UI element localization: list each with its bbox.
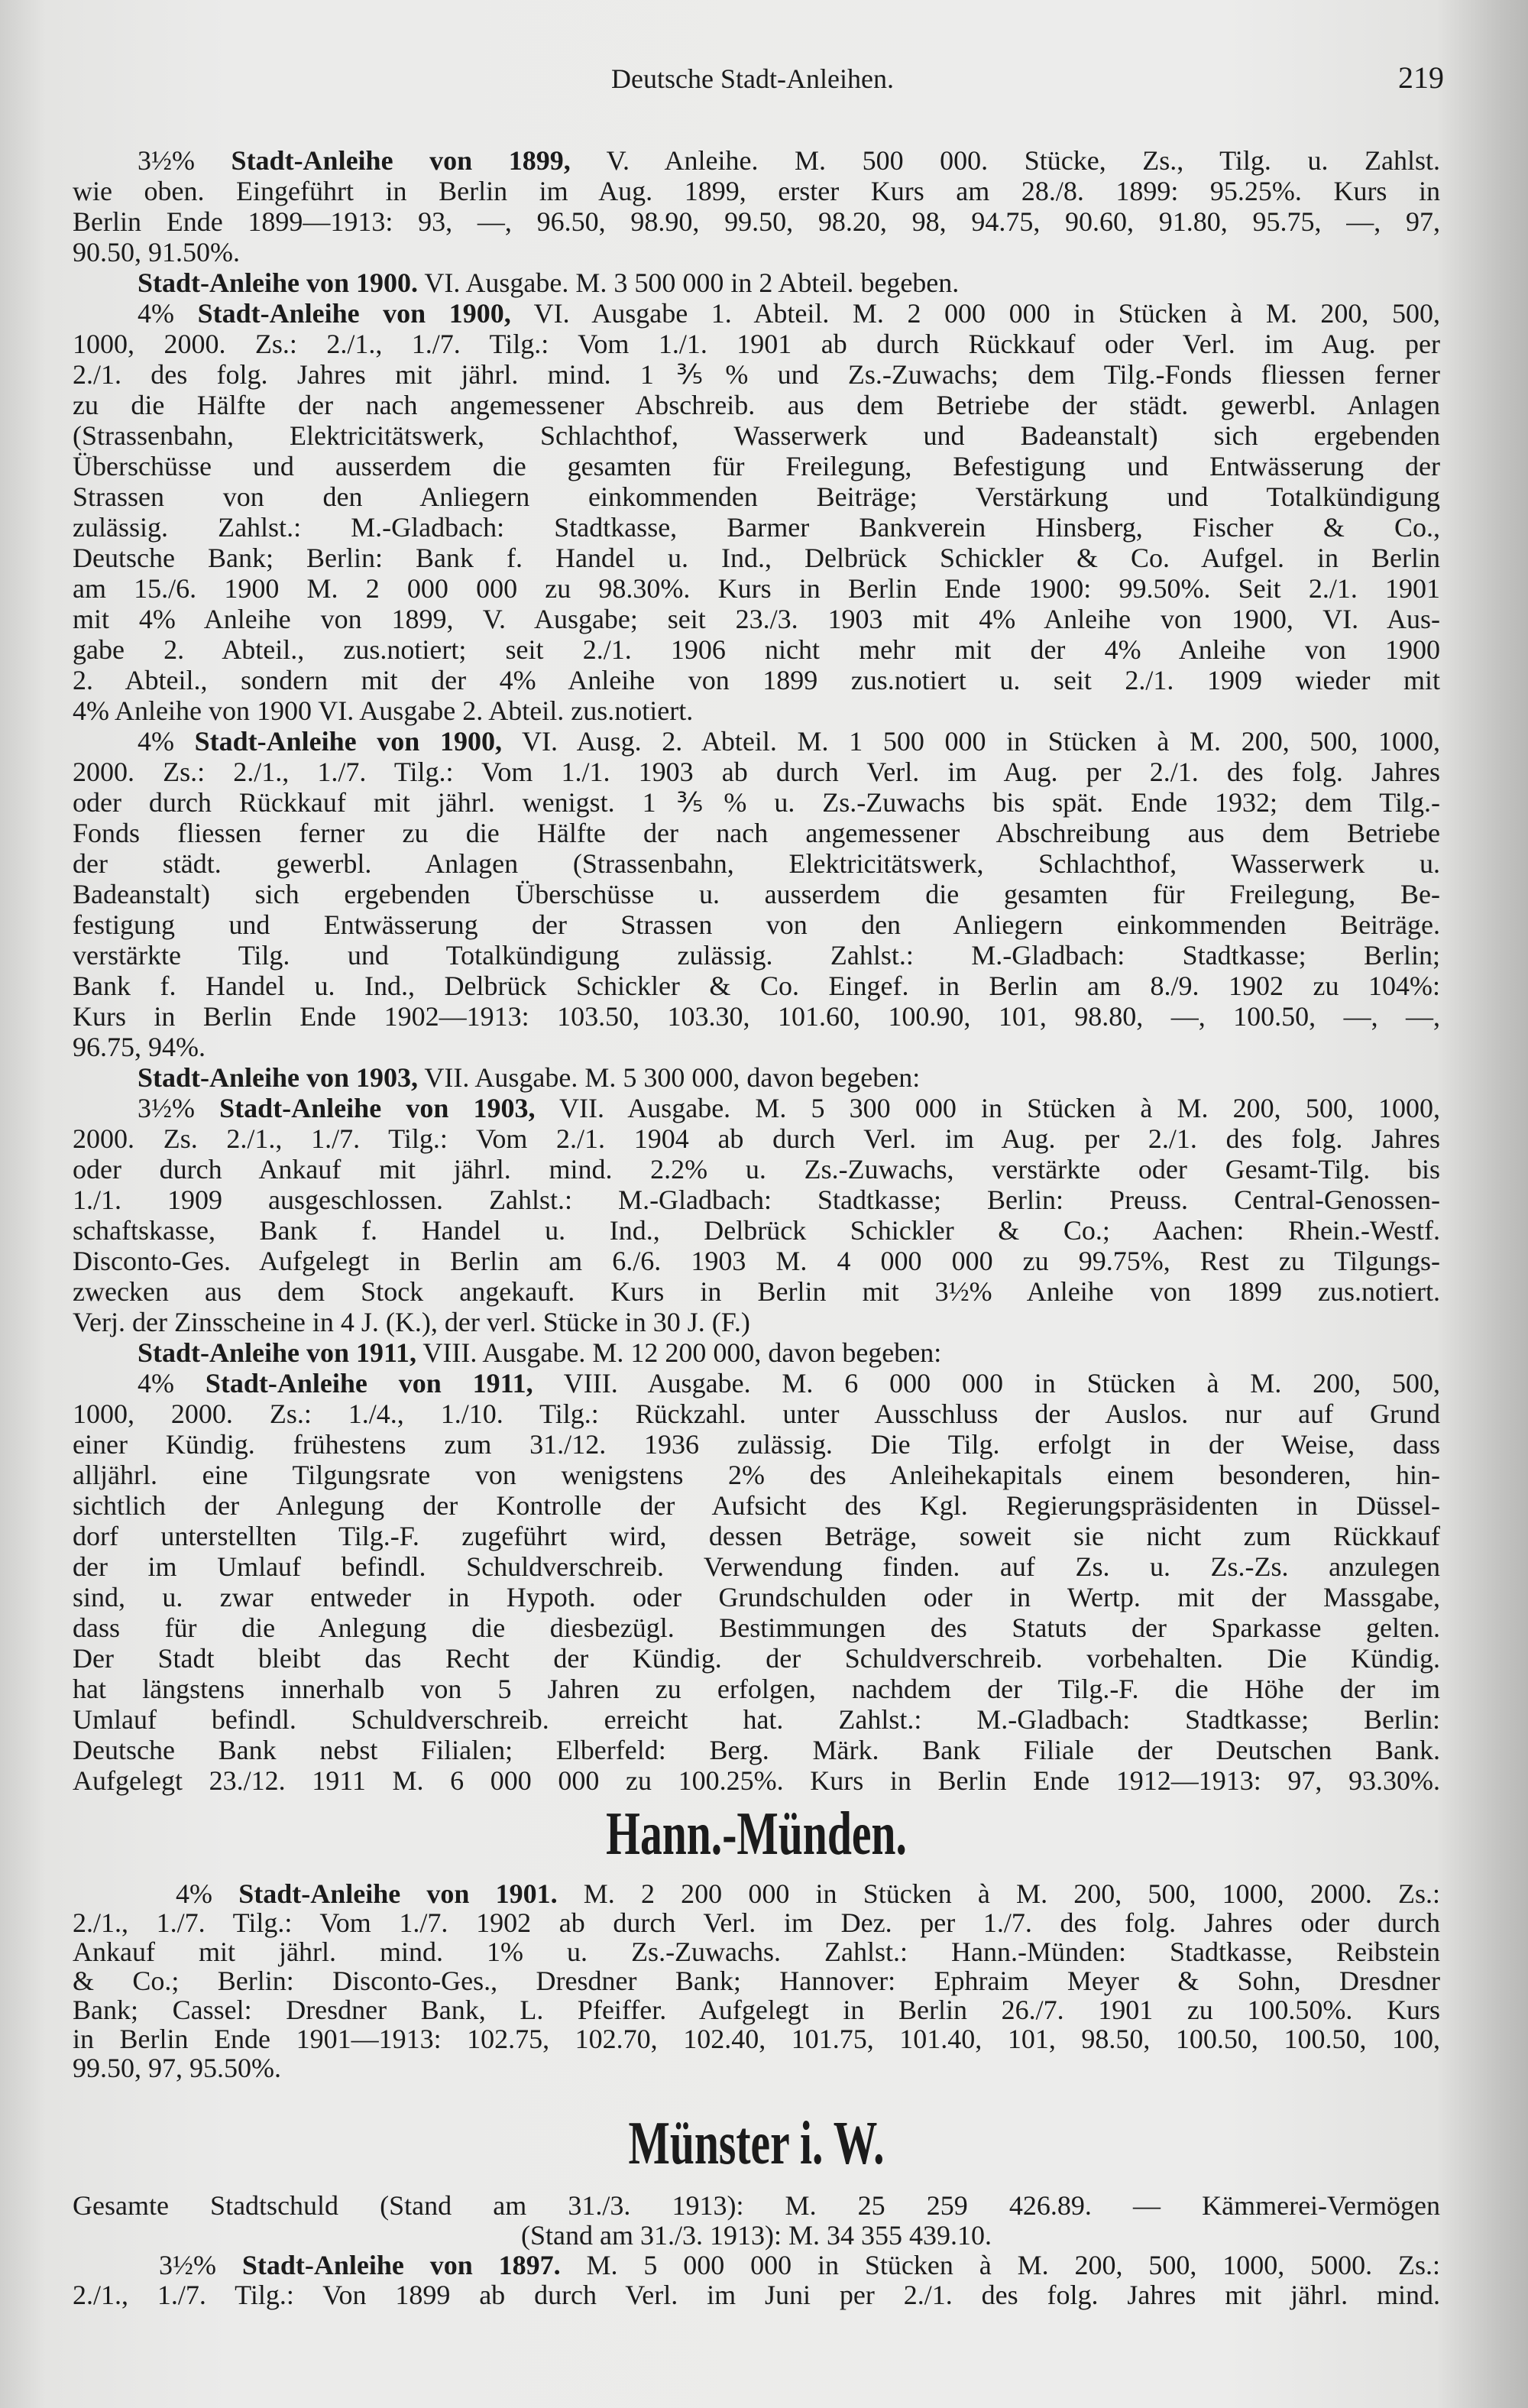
loan-entry-line: wie oben. Eingeführt in Berlin im Aug. 1899, erster Kurs am 28./8. 1899: 95.25%. Kurs in (73, 176, 1440, 206)
loan-title: Stadt-Anleihe von 1901. (238, 1878, 558, 1909)
loan-entry-first-line (73, 1368, 1440, 1398)
loan-entry-first-line (73, 267, 1440, 298)
loan-rate: 4% (138, 298, 198, 329)
loan-details: VI. Ausgabe 1. Abteil. M. 2 000 000 in Stücken à M. 200, 500, (510, 298, 1440, 329)
page-number: 219 (1398, 60, 1444, 95)
loan-entry-line: Kurs in Berlin Ende 1902—1913: 103.50, 103.30, 101.60, 100.90, 101, 98.80, —, 100.50, —, —, (73, 1001, 1440, 1032)
section-heading-muenster: Münster i. W. (628, 2110, 885, 2177)
loan-title: Stadt-Anleihe von 1899, (231, 145, 571, 176)
loan-entry-line: 1./1. 1909 ausgeschlossen. Zahlst.: M.-Gladbach: Stadtkasse; Berlin: Preuss. Central-Genossen- (73, 1185, 1440, 1215)
loan-entry-line: & Co.; Berlin: Disconto-Ges., Dresdner Bank; Hannover: Ephraim Meyer & Sohn, Dresdner (73, 1966, 1440, 1996)
loan-entry-line: einer Kündig. frühestens zum 31./12. 1936 zulässig. Die Tilg. erfolgt in der Weise, dass (73, 1429, 1440, 1460)
loan-entry-first-line (73, 1062, 1440, 1093)
running-header (0, 60, 1528, 98)
loan-entry-line: Umlauf befindl. Schuldverschreib. erreicht hat. Zahlst.: M.-Gladbach: Stadtkasse; Berlin: (73, 1704, 1440, 1735)
loan-entry-line: in Berlin Ende 1901—1913: 102.75, 102.70, 102.40, 101.75, 101.40, 101, 98.50, 100.50, 100.50, 100, (73, 2024, 1440, 2054)
loan-title: Stadt-Anleihe von 1900. (138, 267, 419, 298)
loan-entry-line: 96.75, 94%. (73, 1032, 206, 1062)
loan-entry-line: zu die Hälfte der nach angemessener Abschreib. aus dem Betriebe der städt. gewerbl. Anlagen (73, 390, 1440, 420)
loan-entry-line: oder durch Rückkauf mit jährl. wenigst. 1⅗% u. Zs.-Zuwachs bis spät. Ende 1932; dem Tilg.- (73, 787, 1440, 818)
loan-entry-line: Strassen von den Anliegern einkommenden Beiträge; Verstärkung und Totalkündigung (73, 481, 1440, 512)
loan-entry-line: Aufgelegt 23./12. 1911 M. 6 000 000 zu 100.25%. Kurs in Berlin Ende 1912—1913: 97, 93.30%. (73, 1765, 1440, 1796)
loan-entry-line: 1000, 2000. Zs.: 1./4., 1./10. Tilg.: Rückzahl. unter Ausschluss der Auslos. nur auf Grund (73, 1398, 1440, 1429)
loan-entry-line: Bank; Cassel: Dresdner Bank, L. Pfeiffer. Aufgelegt in Berlin 26./7. 1901 zu 100.50%. Kurs (73, 1995, 1440, 2025)
loan-entry-first-line (73, 726, 1440, 757)
loan-entry-first-line (73, 2251, 1440, 2280)
loan-entry-line: 2./1. des folg. Jahres mit jährl. mind. 1⅗% und Zs.-Zuwachs; dem Tilg.-Fonds fliessen ferner (73, 359, 1440, 390)
loan-entry-line: dorf unterstellten Tilg.-F. zugeführt wird, dessen Beträge, soweit sie nicht zum Rückkauf (73, 1521, 1440, 1551)
loan-entry-line: Bank f. Handel u. Ind., Delbrück Schickler & Co. Eingef. in Berlin am 8./9. 1902 zu 104%: (73, 971, 1440, 1001)
loan-entry-line: 2./1., 1./7. Tilg.: Von 1899 ab durch Verl. im Juni per 2./1. des folg. Jahres mit jährl. mind. (73, 2280, 1440, 2310)
loan-entry-line: Verj. der Zinsscheine in 4 J. (K.), der verl. Stücke in 30 J. (F.) (73, 1307, 750, 1337)
loan-details: M. 2 200 000 in Stücken à M. 200, 500, 1000, 2000. Zs.: (557, 1878, 1441, 1909)
loan-entry-line: Der Stadt bleibt das Recht der Kündig. der Schuldverschreib. vorbehalten. Die Kündig. (73, 1643, 1440, 1674)
loan-entry-line: 2./1., 1./7. Tilg.: Vom 1./7. 1902 ab durch Verl. im Dez. per 1./7. des folg. Jahres oder durch (73, 1907, 1440, 1938)
loan-entry-line: zulässig. Zahlst.: M.-Gladbach: Stadtkasse, Barmer Bankverein Hinsberg, Fischer & Co., (73, 512, 1440, 543)
loan-rate: 4% (138, 1368, 206, 1398)
loan-title: Stadt-Anleihe von 1897. (241, 2250, 561, 2280)
loan-entry-first-line (73, 1879, 1440, 1908)
loan-entry-line: Deutsche Bank nebst Filialen; Elberfeld: Berg. Märk. Bank Filiale der Deutschen Bank. (73, 1735, 1440, 1765)
loan-title: Stadt-Anleihe von 1911, (138, 1337, 417, 1368)
loan-entry-line: 90.50, 91.50%. (73, 237, 240, 267)
loan-entry-line: festigung und Entwässerung der Strassen von den Anliegern einkommenden Beiträge. (73, 909, 1440, 940)
loan-entry-line: gabe 2. Abteil., zus.notiert; seit 2./1. 1906 nicht mehr mit der 4% Anleihe von 1900 (73, 634, 1440, 665)
loan-rate: 3½% (138, 145, 231, 176)
loan-entry-line: 4% Anleihe von 1900 VI. Ausgabe 2. Abteil. zus.notiert. (73, 695, 694, 726)
loan-details: VIII. Ausgabe. M. 6 000 000 in Stücken à M. 200, 500, (533, 1368, 1441, 1398)
loan-entry-line: der städt. gewerbl. Anlagen (Strassenbahn, Elektricitätswerk, Schlachthof, Wasserwerk u. (73, 848, 1440, 879)
loan-entry-line: der im Umlauf befindl. Schuldverschreib. Verwendung finden. auf Zs. u. Zs.-Zs. anzulegen (73, 1551, 1440, 1582)
loan-title: Stadt-Anleihe von 1900, (197, 298, 511, 329)
loan-entry-first-line (73, 145, 1440, 176)
loan-entry-line: verstärkte Tilg. und Totalkündigung zulässig. Zahlst.: M.-Gladbach: Stadtkasse; Berlin; (73, 940, 1440, 971)
loan-entry-first-line (73, 298, 1440, 329)
section-heading-hann-muenden: Hann.-Münden. (606, 1800, 907, 1868)
loan-entry-line: alljährl. eine Tilgungsrate von wenigstens 2% des Anleihekapitals einem besonderen, hin- (73, 1460, 1440, 1490)
loan-entry-line: am 15./6. 1900 M. 2 000 000 zu 98.30%. Kurs in Berlin Ende 1900: 99.50%. Seit 2./1. 1901 (73, 573, 1440, 604)
loan-details: VII. Ausgabe. M. 5 300 000, davon begeben: (418, 1062, 921, 1093)
loan-rate: 4% (138, 726, 195, 757)
loan-title: Stadt-Anleihe von 1900, (194, 726, 502, 757)
moenchengladbach-loans-section (73, 145, 1440, 1796)
loan-details: VI. Ausg. 2. Abteil. M. 1 500 000 in Stücken à M. 200, 500, 1000, (501, 726, 1440, 757)
loan-entry-line: Disconto-Ges. Aufgelegt in Berlin am 6./6. 1903 M. 4 000 000 zu 99.75%, Rest zu Tilgungs- (73, 1246, 1440, 1276)
loan-entry-line: sind, u. zwar entweder in Hypoth. oder Grundschulden oder in Wertp. mit der Massgabe, (73, 1582, 1440, 1612)
loan-entry-line: hat längstens innerhalb von 5 Jahren zu erfolgen, nachdem der Tilg.-F. die Höhe der im (73, 1674, 1440, 1704)
loan-entry-line: Überschüsse und ausserdem die gesamten für Freilegung, Befestigung und Entwässerung der (73, 451, 1440, 481)
loan-entry-line: Fonds fliessen ferner zu die Hälfte der nach angemessener Abschreibung aus dem Betriebe (73, 818, 1440, 848)
hann-muenden-loans-section (73, 1879, 1440, 2082)
loan-details: V. Anleihe. M. 500 000. Stücke, Zs., Tilg. u. Zahlst. (570, 145, 1440, 176)
loan-entry-line: schaftskasse, Bank f. Handel u. Ind., Delbrück Schickler & Co.; Aachen: Rhein.-Westf. (73, 1215, 1440, 1246)
loan-entry-line: oder durch Ankauf mit jährl. mind. 2.2% u. Zs.-Zuwachs, verstärkte oder Gesamt-Tilg. bis (73, 1154, 1440, 1185)
loan-entry-first-line (73, 1337, 1440, 1368)
loan-entry-line: 1000, 2000. Zs.: 2./1., 1./7. Tilg.: Vom 1./1. 1901 ab durch Rückkauf oder Verl. im Aug. per (73, 329, 1440, 359)
loan-entry-line: mit 4% Anleihe von 1899, V. Ausgabe; seit 23./3. 1903 mit 4% Anleihe von 1900, VI. Aus- (73, 604, 1440, 634)
loan-entry-first-line (73, 1093, 1440, 1123)
loan-entry-line: Berlin Ende 1899—1913: 93, —, 96.50, 98.90, 99.50, 98.20, 98, 94.75, 90.60, 91.80, 95.75, —, 97, (73, 206, 1440, 237)
loan-title: Stadt-Anleihe von 1903, (219, 1093, 536, 1123)
loan-rate: 4% (176, 1878, 239, 1909)
loan-entry-line: 2000. Zs. 2./1., 1./7. Tilg.: Vom 2./1. 1904 ab durch Verl. im Aug. per 2./1. des folg. Jahres (73, 1123, 1440, 1154)
loan-entry-line: Ankauf mit jährl. mind. 1% u. Zs.-Zuwachs. Zahlst.: Hann.-Münden: Stadtkasse, Reibstein (73, 1936, 1440, 1967)
assets-line: (Stand am 31./3. 1913): M. 34 355 439.10. (521, 2220, 992, 2251)
loan-entry-line: dass für die Anlegung die diesbezügl. Bestimmungen des Statuts der Sparkasse gelten. (73, 1612, 1440, 1643)
muenster-section (73, 2191, 1440, 2310)
loan-entry-line: 99.50, 97, 95.50%. (73, 2053, 281, 2083)
loan-entry-line: 2000. Zs.: 2./1., 1./7. Tilg.: Vom 1./1. 1903 ab durch Verl. im Aug. per 2./1. des folg. Jahres (73, 757, 1440, 787)
loan-entry-line: Badeanstalt) sich ergebenden Überschüsse u. ausserdem die gesamten für Freilegung, Be- (73, 879, 1440, 909)
loan-entry-line: (Strassenbahn, Elektricitätswerk, Schlachthof, Wasserwerk und Badeanstalt) sich ergebenden (73, 420, 1440, 451)
loan-details: VI. Ausgabe. M. 3 500 000 in 2 Abteil. begeben. (418, 267, 960, 298)
loan-rate: 3½% (138, 1093, 220, 1123)
loan-details: VIII. Ausgabe. M. 12 200 000, davon begeben: (416, 1337, 942, 1368)
loan-entry-line: sichtlich der Anlegung der Kontrolle der Aufsicht des Kgl. Regierungspräsidenten in Düssel- (73, 1490, 1440, 1521)
loan-details: VII. Ausgabe. M. 5 300 000 in Stücken à M. 200, 500, 1000, (535, 1093, 1440, 1123)
loan-title: Stadt-Anleihe von 1903, (138, 1062, 419, 1093)
loan-entry-line: Deutsche Bank; Berlin: Bank f. Handel u. Ind., Delbrück Schickler & Co. Aufgel. in Berlin (73, 543, 1440, 573)
loan-details: M. 5 000 000 in Stücken à M. 200, 500, 1000, 5000. Zs.: (560, 2250, 1441, 2280)
total-debt-line: Gesamte Stadtschuld (Stand am 31./3. 1913): M. 25 259 426.89. — Kämmerei-Vermögen (73, 2190, 1440, 2221)
running-title: Deutsche Stadt-Anleihen. (611, 63, 894, 94)
loan-title: Stadt-Anleihe von 1911, (205, 1368, 533, 1398)
loan-entry-line: zwecken aus dem Stock angekauft. Kurs in Berlin mit 3½% Anleihe von 1899 zus.notiert. (73, 1276, 1440, 1307)
loan-rate: 3½% (159, 2250, 242, 2280)
loan-entry-line: 2. Abteil., sondern mit der 4% Anleihe von 1899 zus.notiert u. seit 2./1. 1909 wieder mit (73, 665, 1440, 695)
